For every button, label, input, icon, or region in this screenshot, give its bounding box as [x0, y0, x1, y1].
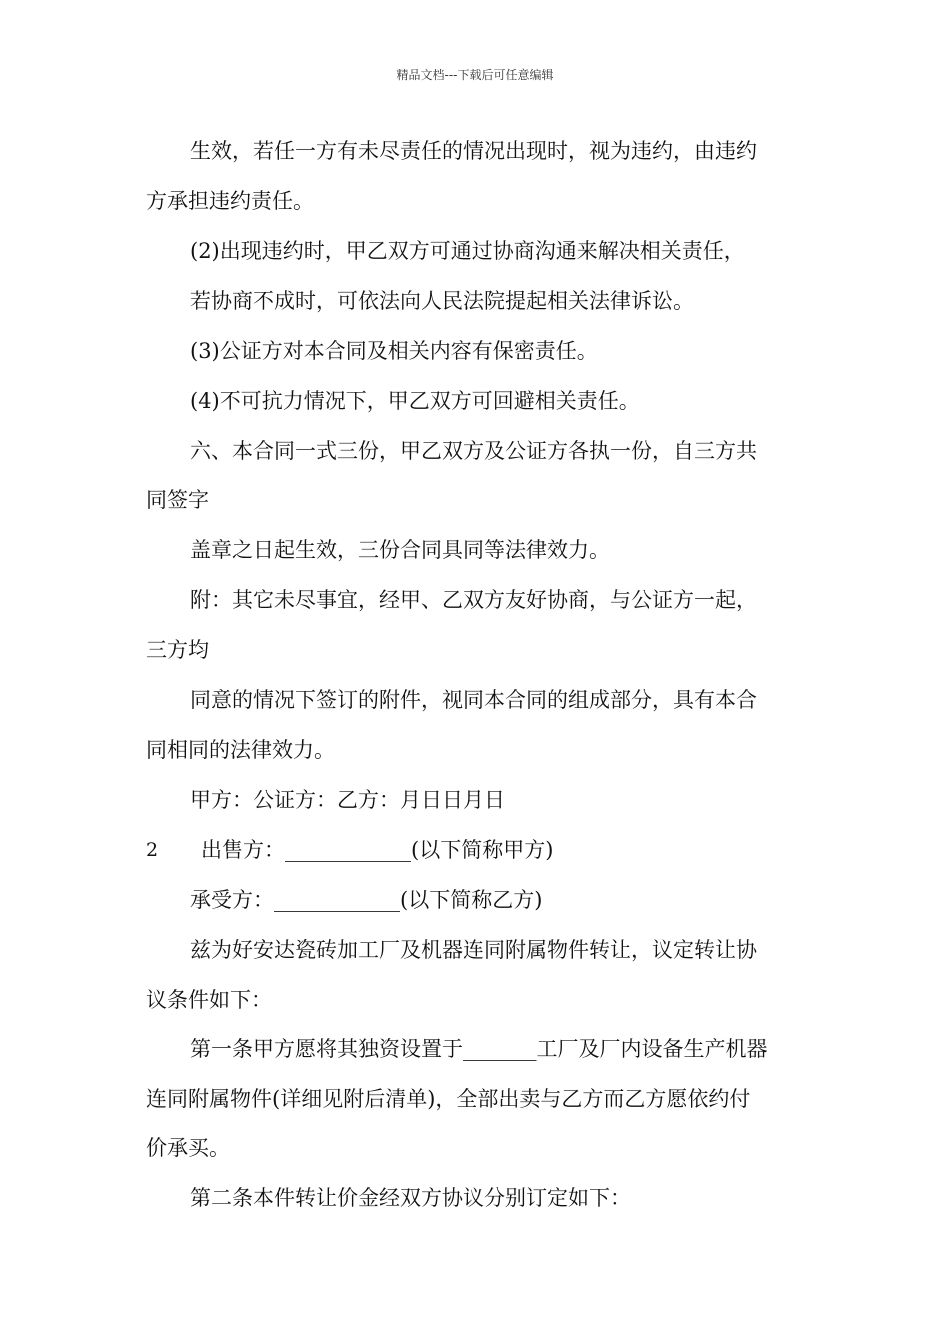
paragraph-line: 连同附属物件(详细见附后清单)，全部出卖与乙方而乙方愿依约付 — [146, 1087, 751, 1111]
paragraph-line: 生效，若任一方有未尽责任的情况出现时，视为违约，由违约 — [190, 139, 757, 163]
paragraph-line: 盖章之日起生效，三份合同具同等法律效力。 — [190, 538, 610, 562]
page-number: 2 — [146, 839, 159, 861]
paragraph-line: 若协商不成时，可依法向人民法院提起相关法律诉讼。 — [190, 289, 694, 313]
paragraph-line: 议条件如下： — [146, 988, 272, 1012]
paragraph-line: 同意的情况下签订的附件，视同本合同的组成部分，具有本合 — [190, 688, 757, 712]
paragraph-line: 第二条本件转让价金经双方协议分别订定如下： — [190, 1186, 631, 1210]
paragraph-line: (4)不可抗力情况下，甲乙双方可回避相关责任。 — [190, 389, 640, 413]
paragraph-line: (3)公证方对本合同及相关内容有保密责任。 — [190, 339, 598, 363]
paragraph-line: 同相同的法律效力。 — [146, 738, 335, 762]
page-header: 精品文档---下载后可任意编辑 — [396, 68, 554, 82]
paragraph-line: 六、本合同一式三份，甲乙双方及公证方各执一份，自三方共 — [190, 439, 757, 463]
paragraph-line: (2)出现违约时，甲乙双方可通过协商沟通来解决相关责任， — [190, 239, 745, 263]
paragraph-line: 附：其它未尽事宜，经甲、乙双方友好协商，与公证方一起， — [190, 588, 757, 612]
paragraph-line: 价承买。 — [146, 1136, 230, 1160]
signature-line: 甲方：公证方：乙方：月日日月日 — [190, 788, 505, 812]
buyer-line: 承受方：____________(以下简称乙方) — [190, 888, 543, 912]
paragraph-line: 同签字 — [146, 488, 209, 512]
paragraph-line: 方承担违约责任。 — [146, 189, 314, 213]
paragraph-line: 第一条甲方愿将其独资设置于_______工厂及厂内设备生产机器 — [190, 1037, 768, 1061]
paragraph-line: 兹为好安达瓷砖加工厂及机器连同附属物件转让，议定转让协 — [190, 938, 757, 962]
seller-line: 出售方：____________(以下简称甲方) — [201, 838, 554, 862]
paragraph-line: 三方均 — [146, 638, 209, 662]
